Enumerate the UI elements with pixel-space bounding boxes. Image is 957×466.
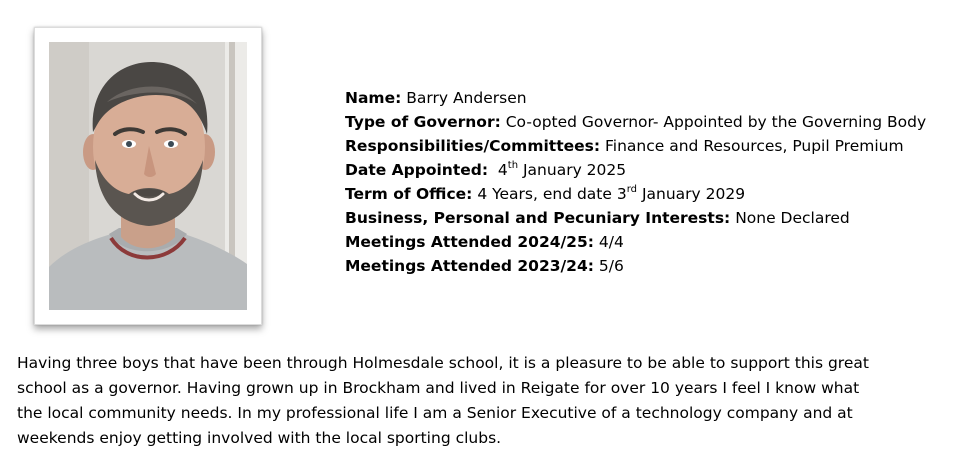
date-appointed-label: Date Appointed:	[345, 161, 489, 179]
date-appointed-day: 4	[497, 161, 508, 179]
interests-value: None Declared	[735, 209, 850, 227]
date-appointed-rest: January 2025	[522, 161, 627, 179]
term-suffix: rd	[626, 183, 638, 195]
meetings-2024-value: 4/4	[598, 233, 624, 251]
bio-line: Having three boys that have been through Holmesdale school, it is a pleasure to be able to support this great	[17, 354, 869, 372]
bio-line: the local community needs. In my professional life I am a Senior Executive of a technology company and at	[17, 404, 853, 422]
type-value: Co-opted Governor- Appointed by the Governing Body	[505, 113, 927, 131]
term-rest: January 2029	[641, 185, 746, 203]
term-prefix: 4 Years, end date 3	[477, 185, 627, 203]
biography	[17, 351, 947, 451]
bio-line: weekends enjoy getting involved with the local sporting clubs.	[17, 429, 502, 447]
meetings-2023-label: Meetings Attended 2023/24:	[345, 257, 594, 275]
profile-photo	[49, 42, 247, 310]
date-appointed-suffix: th	[507, 159, 519, 171]
meetings-2024-label: Meetings Attended 2024/25:	[345, 233, 594, 251]
interests-row	[345, 206, 926, 230]
term-row	[345, 182, 926, 206]
meetings-2023-value: 5/6	[598, 257, 624, 275]
date-appointed-row	[345, 158, 926, 182]
meetings-2024-row	[345, 230, 926, 254]
profile-photo-frame	[34, 27, 262, 325]
responsibilities-label: Responsibilities/Committees:	[345, 137, 601, 155]
name-value: Barry Andersen	[406, 89, 527, 107]
type-row	[345, 110, 926, 134]
name-label: Name:	[345, 89, 402, 107]
responsibilities-row	[345, 134, 926, 158]
name-row	[345, 86, 926, 110]
responsibilities-value: Finance and Resources, Pupil Premium	[605, 137, 904, 155]
type-label: Type of Governor:	[345, 113, 501, 131]
bio-line: school as a governor. Having grown up in Brockham and lived in Reigate for over 10 years I feel I know what	[17, 379, 860, 397]
meetings-2023-row	[345, 254, 926, 278]
term-label: Term of Office:	[345, 185, 473, 203]
governor-details	[345, 86, 926, 278]
interests-label: Business, Personal and Pecuniary Interests:	[345, 209, 731, 227]
